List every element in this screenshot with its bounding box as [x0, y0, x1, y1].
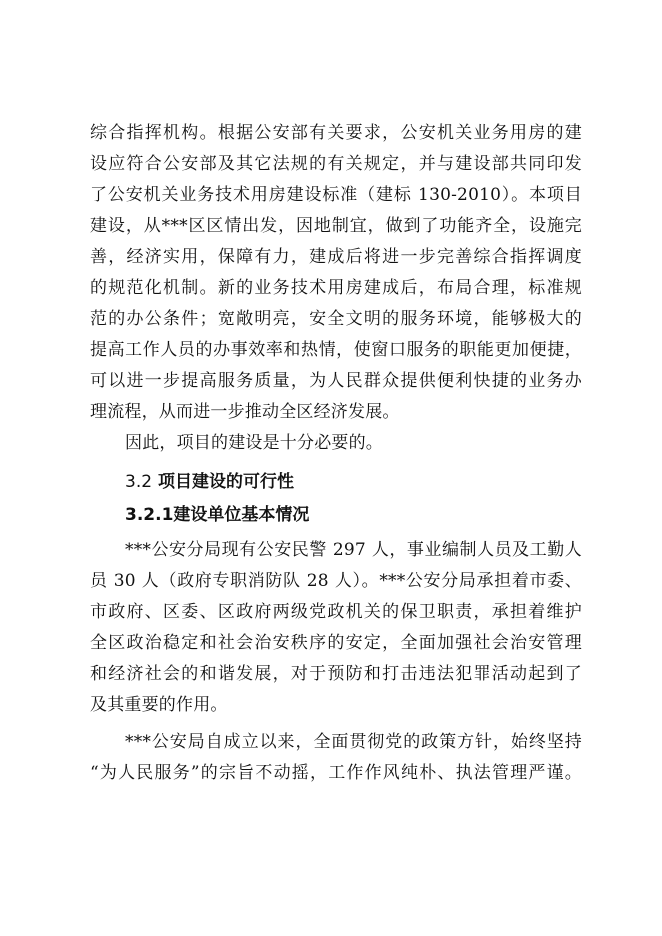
text-line: ***公安分局现有公安民警 297 人，事业编制人员及工勤人: [125, 540, 582, 560]
text-line: 提高工作人员的办事效率和热情，使窗口服务的职能更加便捷，: [90, 340, 582, 360]
text-line: 范的办公条件；宽敞明亮，安全文明的服务环境，能够极大的: [90, 309, 582, 329]
paragraph-conclusion: [90, 428, 582, 459]
text-line: 可以进一步提高服务质量，为人民群众提供便利快捷的业务办: [90, 371, 582, 391]
text-line: 理流程，从而进一步推动全区经济发展。: [90, 402, 400, 422]
text-line: “为人民服务”的宗旨不动摇，工作作风纯朴、执法管理严谨。: [90, 763, 582, 783]
section-number: 3.2: [125, 472, 153, 492]
text-line: 和经济社会的和谐发展，对于预防和打击违法犯罪活动起到了: [90, 664, 582, 684]
text-line: 及其重要的作用。: [90, 695, 228, 715]
paragraph-bureau-history: [90, 727, 582, 789]
text-line: 的规范化机制。新的业务技术用房建成后，布局合理，标准规: [90, 278, 582, 298]
text-line: 善，经济实用，保障有力，建成后将进一步完善综合指挥调度: [90, 247, 582, 267]
text-line: ***公安局自成立以来，全面贯彻党的政策方针，始终坚持: [125, 732, 582, 752]
text-line: 设应符合公安部及其它法规的有关规定，并与建设部共同印发: [90, 154, 582, 174]
text-line: 全区政治稳定和社会治安秩序的安定，全面加强社会治安管理: [90, 633, 582, 653]
text-line: 员 30 人（政府专职消防队 28 人）。***公安分局承担着市委、: [90, 571, 582, 591]
text-line: 综合指挥机构。根据公安部有关要求，公安机关业务用房的建: [90, 123, 582, 143]
section-title: 项目建设的可行性: [157, 472, 294, 492]
section-heading-3-2: [90, 467, 582, 498]
paragraph-necessity: [90, 118, 582, 428]
section-heading-3-2-1: [90, 500, 582, 531]
text-line: 市政府、区委、区政府两级党政机关的保卫职责，承担着维护: [90, 602, 582, 622]
text-line: 因此，项目的建设是十分必要的。: [125, 433, 383, 453]
section-number: 3.2.1: [125, 505, 174, 525]
paragraph-unit-overview: [90, 535, 582, 721]
text-line: 建设，从***区区情出发，因地制宜，做到了功能齐全，设施完: [90, 216, 582, 236]
text-line: 了公安机关业务技术用房建设标准（建标 130-2010）。本项目: [90, 185, 582, 205]
section-title: 建设单位基本情况: [173, 505, 310, 525]
